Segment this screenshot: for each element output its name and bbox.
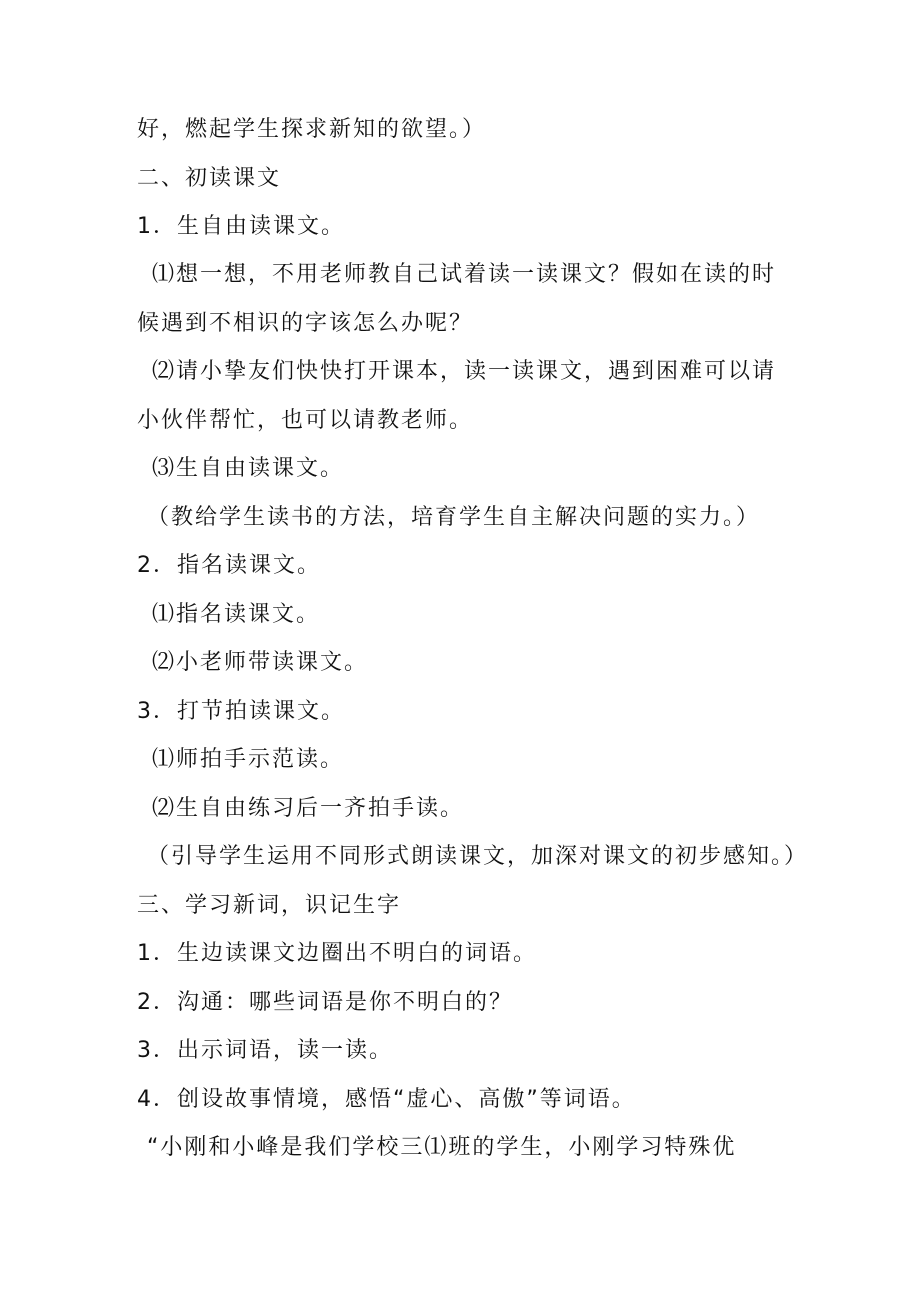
text-line-19: 2．沟通：哪些词语是你不明白的？ (137, 990, 513, 1015)
section-heading-17: 三、学习新词，识记生字 (137, 893, 402, 918)
text-line-9: （教给学生读书的方法，培育学生自主解决问题的实力。） (147, 505, 761, 530)
text-line-22: “小刚和小峰是我们学校三⑴班的学生，小刚学习特殊优 (147, 1135, 737, 1160)
text-line-8: ⑶生自由读课文。 (152, 456, 345, 481)
text-line-15: ⑵生自由练习后一齐拍手读。 (152, 796, 465, 821)
text-line-10: 2．指名读课文。 (137, 553, 321, 578)
text-line-1: 好，燃起学生探求新知的欲望。） (137, 117, 487, 142)
text-line-18: 1．生边读课文边圈出不明白的词语。 (137, 941, 537, 966)
text-line-20: 3．出示词语，读一读。 (137, 1038, 393, 1063)
text-line-5: 候遇到不相识的字该怎么办呢？ (137, 311, 474, 336)
text-line-11: ⑴指名读课文。 (152, 602, 321, 627)
text-line-13: 3．打节拍读课文。 (137, 699, 345, 724)
text-line-12: ⑵小老师带读课文。 (152, 650, 369, 675)
text-line-14: ⑴师拍手示范读。 (152, 747, 345, 772)
text-line-16: （引导学生运用不同形式朗读课文，加深对课文的初步感知。） (147, 844, 809, 869)
text-line-21: 4．创设故事情境，感悟“虚心、高傲”等词语。 (137, 1087, 636, 1112)
text-line-3: 1．生自由读课文。 (137, 214, 345, 239)
text-line-4: ⑴想一想，不用老师教自己试着读一读课文？假如在读的时 (152, 262, 777, 287)
text-line-6: ⑵请小挚友们快快打开课本，读一读课文，遇到困难可以请 (152, 359, 777, 384)
section-heading-2: 二、初读课文 (137, 166, 282, 191)
text-line-7: 小伙伴帮忙，也可以请教老师。 (137, 408, 474, 433)
